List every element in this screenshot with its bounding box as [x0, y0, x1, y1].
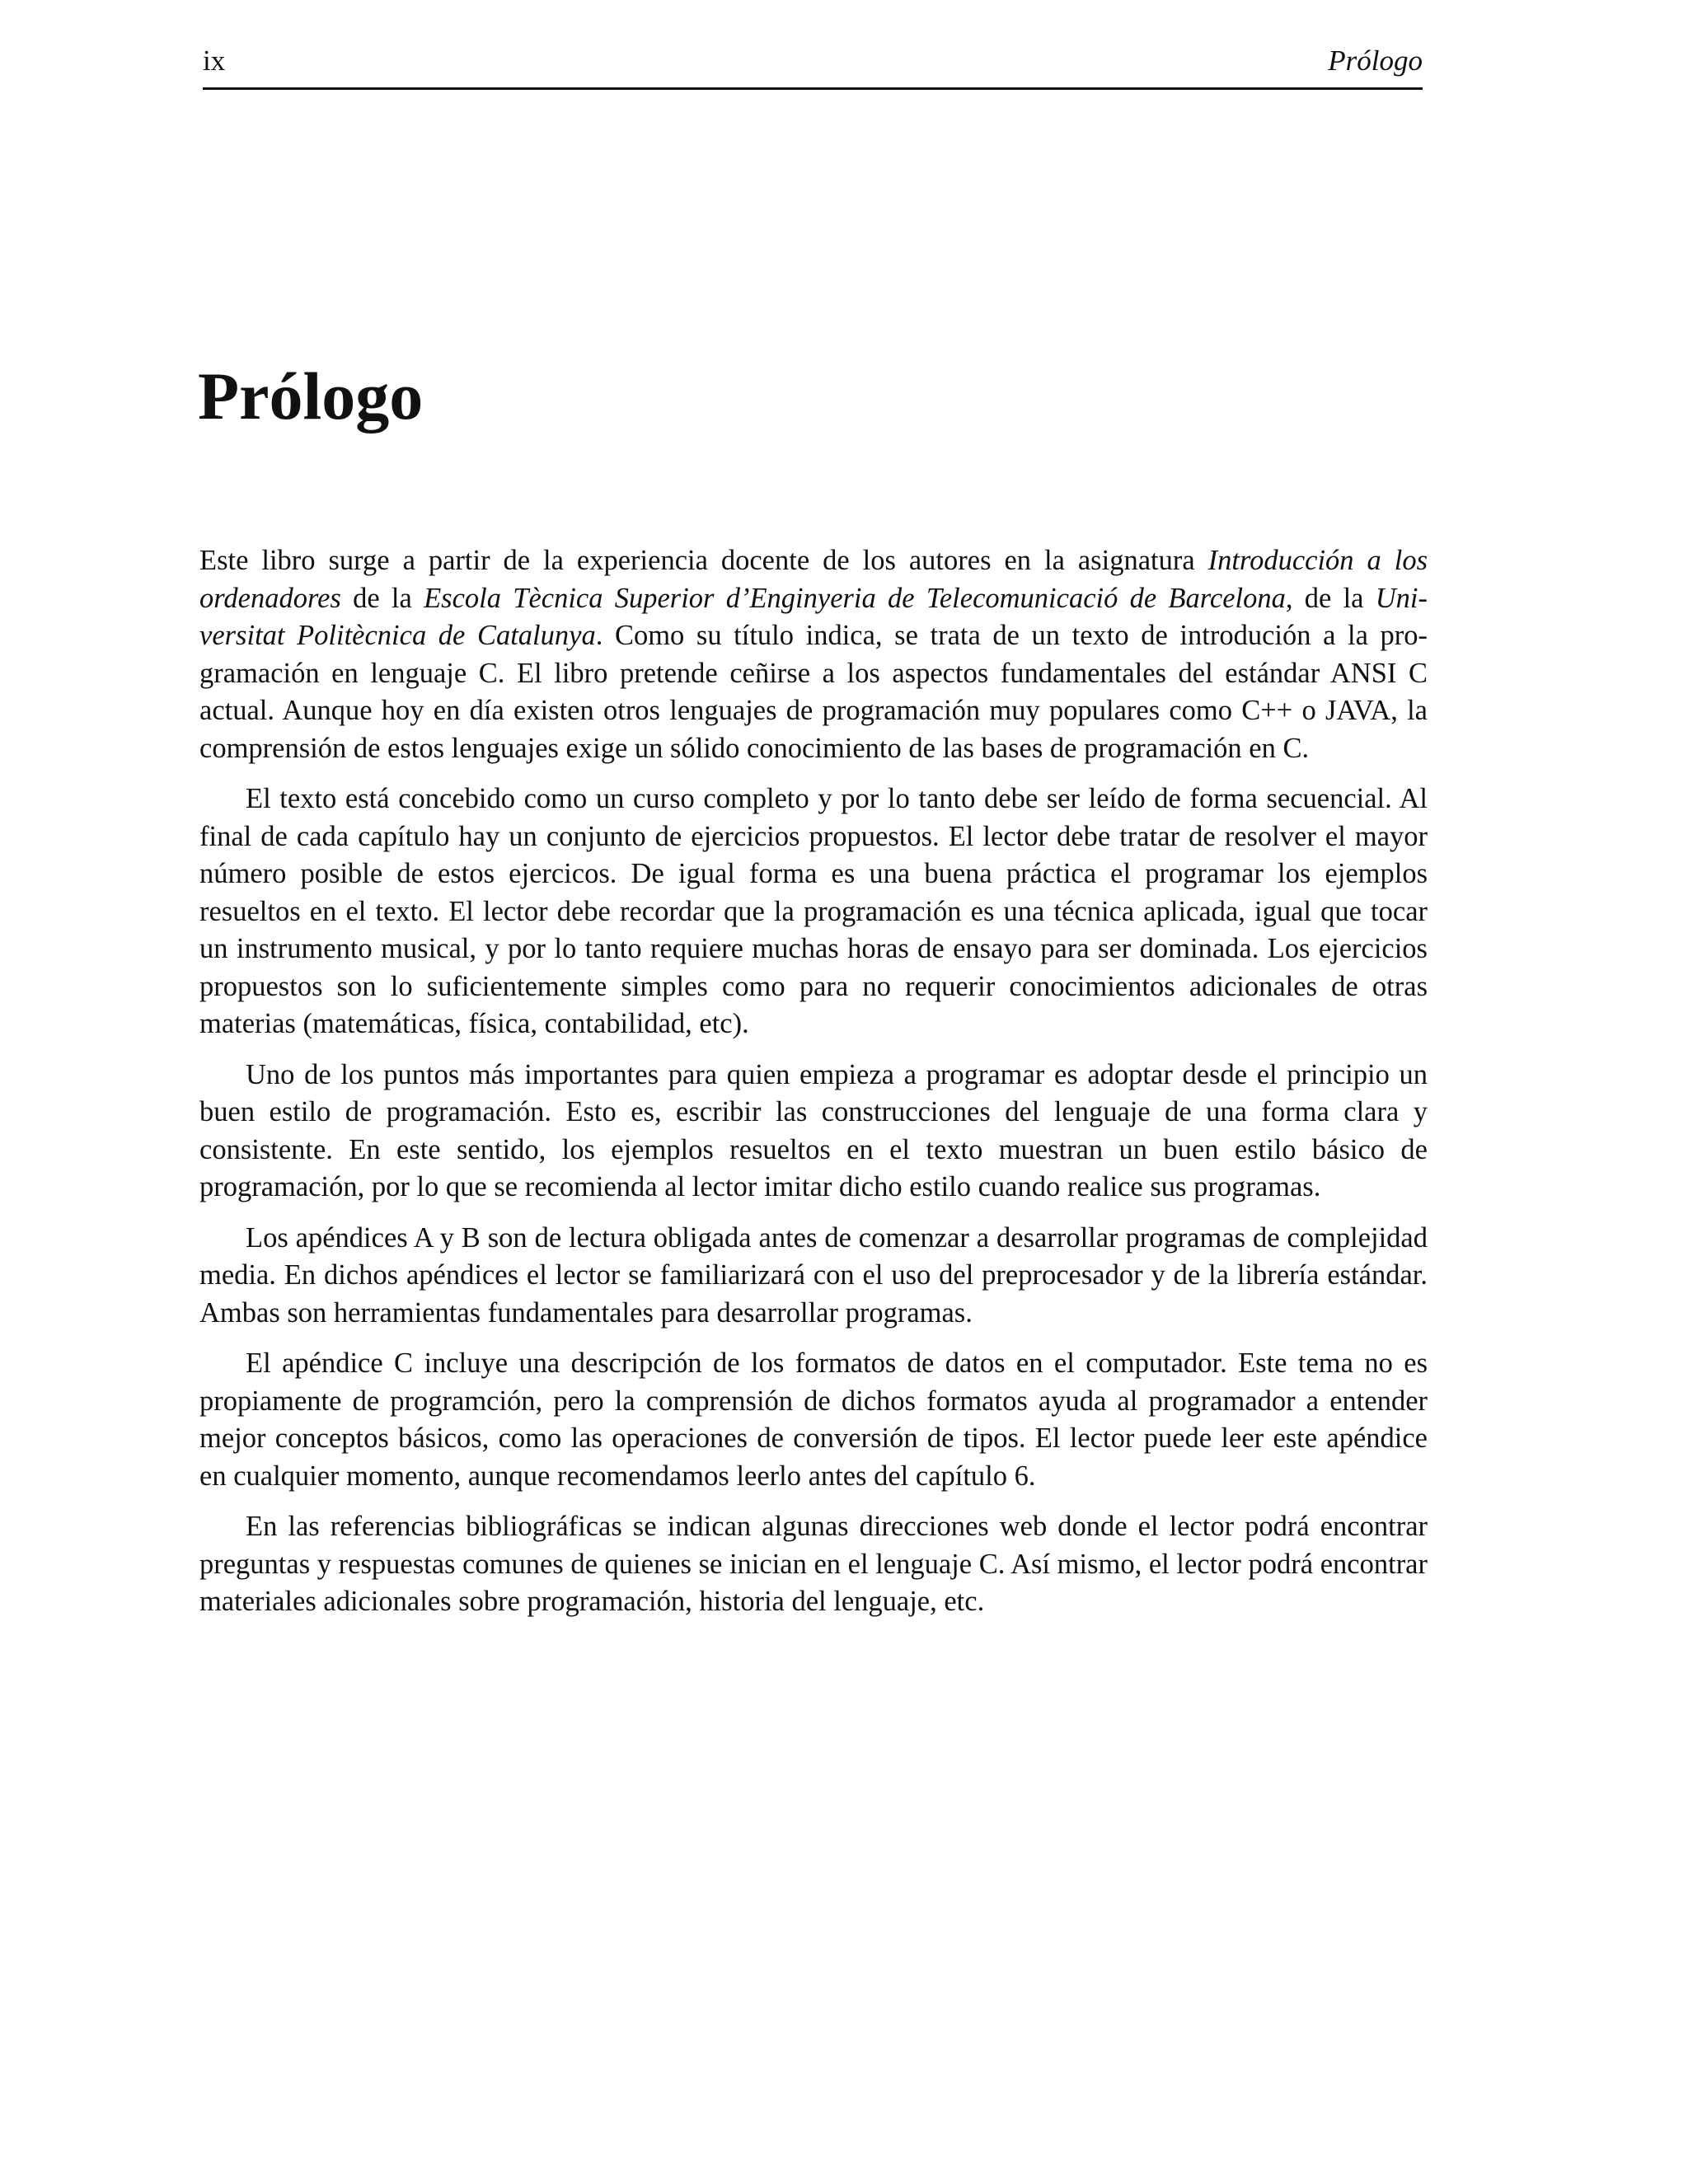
chapter-title: Prólogo [198, 359, 424, 434]
paragraph-1-text-3: , de la [1285, 582, 1376, 614]
page-header [203, 43, 1423, 90]
running-title: Prólogo [1328, 45, 1423, 77]
school-name: Escola Tècnica Superior d’Enginyeria de Telecomunicació de Barcelona [424, 582, 1286, 614]
paragraph-5: El apéndice C incluye una descripción de los formatos de datos en el computador. Este tema no es propiamente de programción, pero la comprensión de dichos formatos ayuda al programador a entender mejor conceptos básicos, como las operaciones de conversión de tipos. El lector puede leer este apéndice en cualquier momento, aunque recomendamos leerlo antes del capítulo 6. [199, 1347, 1428, 1492]
course-name: Introducción a los ordenadores [199, 545, 1428, 614]
paragraph-1-text-2: de la [340, 582, 424, 614]
paragraph-1-text-1: Este libro surge a partir de la experiencia docente de los autores en la asignatura [199, 545, 1208, 576]
paragraph-3: Uno de los puntos más importantes para quien empieza a programar es adoptar desde el principio un buen estilo de programación. Esto es, escribir las construcciones del lenguaje de una forma clara y consistente. En este sentido, los ejemplos resueltos en el texto muestran un buen estilo básico de programación, por lo que se recomienda al lector imitar dicho estilo cuando realice sus programas. [199, 1058, 1428, 1202]
paragraph-4: Los apéndices A y B son de lectura obligada antes de comenzar a desarrollar programas de complejidad media. En dichos apéndices el lector se familiarizará con el uso del preprocesador y de la librería estándar. Ambas son herramientas fundamentales para desarrollar programas. [199, 1221, 1428, 1329]
paragraph-2: El texto está concebido como un curso completo y por lo tanto debe ser leído de forma secuencial. Al final de cada capítulo hay un conjunto de ejercicios propuestos. El lector debe tratar de resolver el mayor número posible de estos ejercicos. De igual forma es una buena práctica el programar los ejemplos resueltos en el texto. El lector debe recordar que la programación es una técnica aplicada, igual que tocar un instrumento musical, y por lo tanto requiere muchas horas de ensayo para ser dominada. Los ejercicios propuestos son lo suficientemente simples como para no requerir conocimientos adicionales de otras materias (matemáticas, física, contabilidad, etc). [199, 783, 1428, 1039]
paragraph-6: En las referencias bibliográficas se indican algunas direcciones web donde el lector podrá encontrar preguntas y respuestas comunes de quienes se inician en el lenguaje C. Así mismo, el lector podrá encontrar materiales adicionales sobre programación, historia del lenguaje, etc. [199, 1511, 1428, 1617]
prologue-body [199, 542, 1428, 1634]
paragraph-1 [199, 542, 1428, 767]
page-number: ix [203, 45, 226, 77]
paragraph-1-text-4: . Como su título indica, se trata de un texto de introdución a la programación en lenguaje C. El libro pretende ceñirse a los aspectos fundamentales del estándar ANSI C actual. Aunque hoy en día existen otros lenguajes de programación muy populares como C++ o JAVA, la comprensión de estos lenguajes exige un sólido conocimiento de las bases de programación en C. [199, 620, 1428, 764]
university-name: Universitat Politècnica de Catalunya [199, 582, 1428, 651]
